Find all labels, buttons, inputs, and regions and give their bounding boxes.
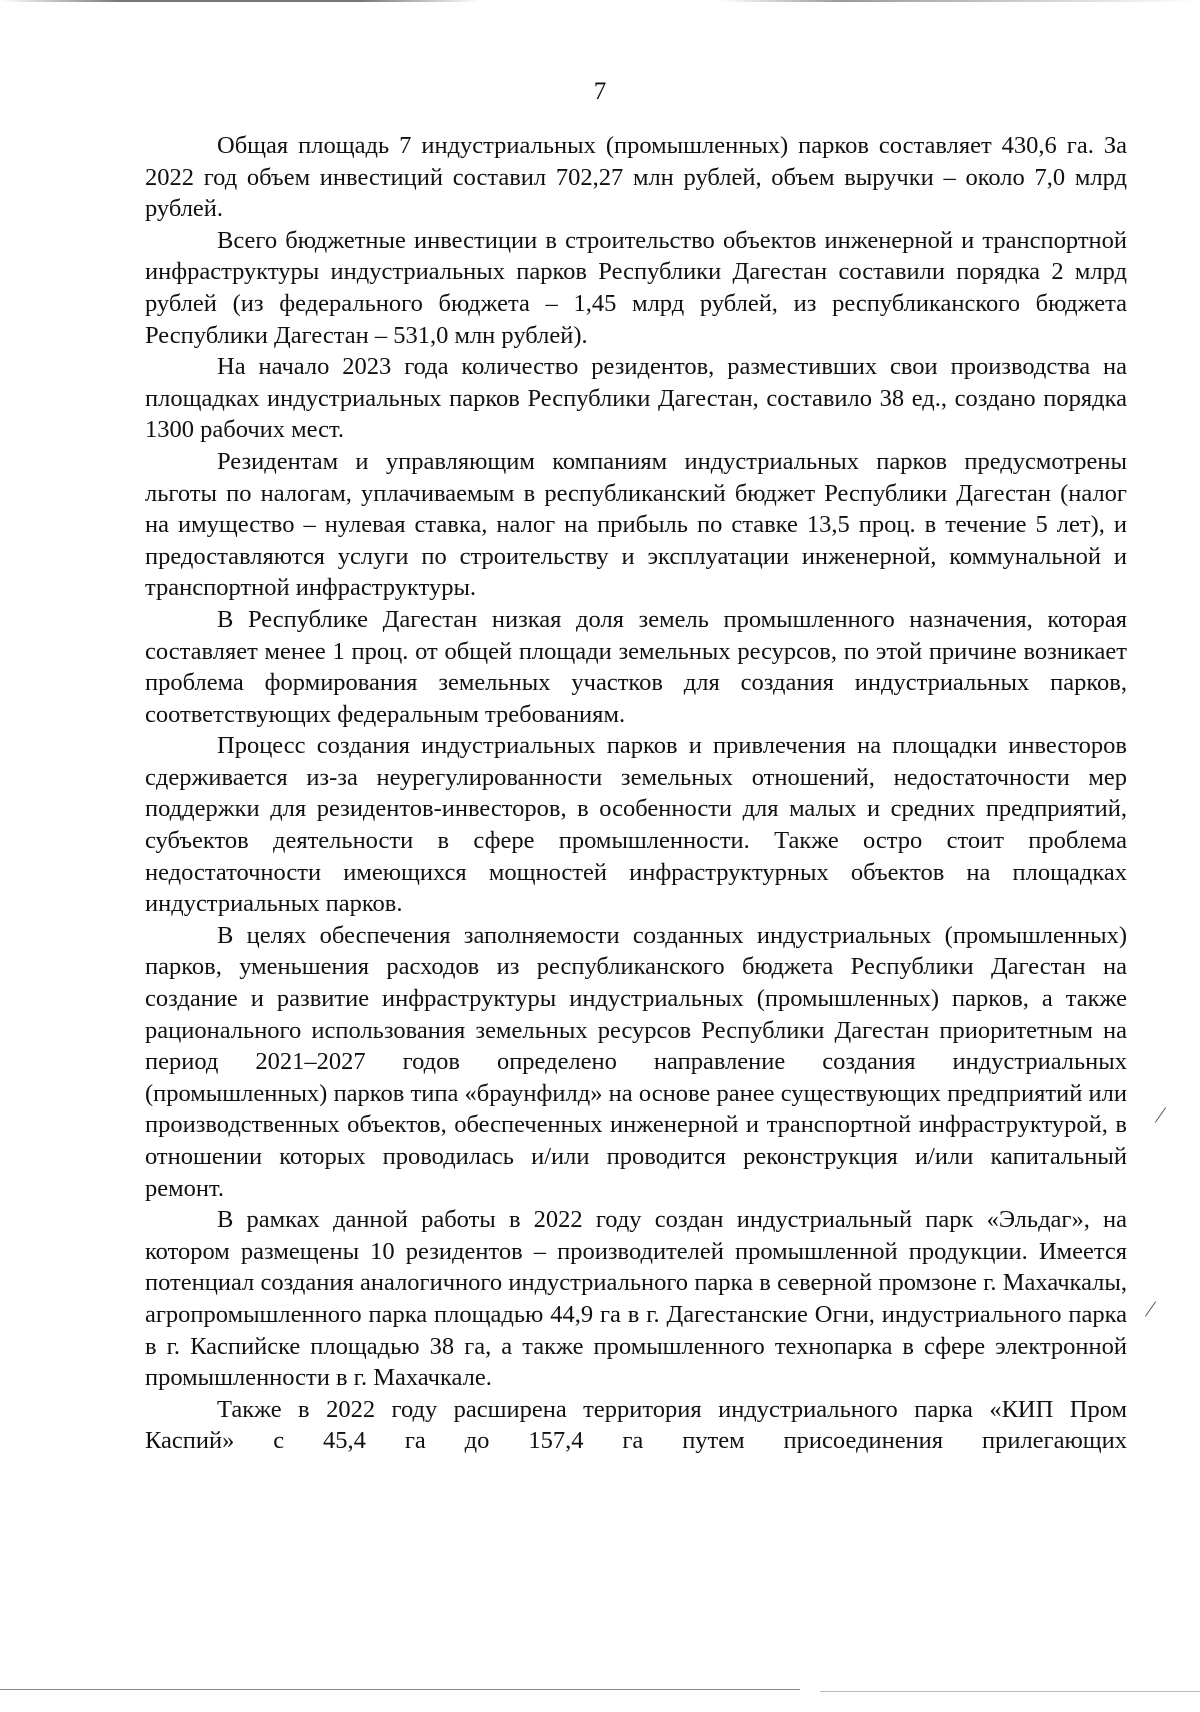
page-number: 7 — [593, 78, 607, 105]
paragraph: На начало 2023 года количество резидентов, разместивших свои производства на площадках индустриальных парков Республики Дагестан, составило 38 ед., создано порядка 1300 рабочих мест. — [145, 353, 1127, 444]
scan-artifact-mark — [1155, 1107, 1166, 1122]
paragraph: В рамках данной работы в 2022 году создан индустриальный парк «Эльдаг», на котором размещены 10 резидентов – производителей промышленной продукции. Имеется потенциал создания аналогичного индустриального парка в северной промзоне г. Махачкалы, агропромышленного парка площадью 44,9 га в г. Дагестанские Огни, индустриального парка в г. Каспийске площадью 38 га, а также промышленного технопарка в сфере электронной промышленности в г. Махачкале. — [145, 1206, 1127, 1392]
paragraph-continued: Также в 2022 году расширена территория индустриального парка «КИП Пром Каспий» с 45,4 га до 157,4 га путем присоединения прилегающих — [145, 1395, 1127, 1455]
paragraph: Процесс создания индустриальных парков и привлечения на площадки инвесторов сдерживается из-за неурегулированности земельных отношений, недостаточности мер поддержки для резидентов-инвесторов, в особенности для малых и средних предприятий, субъектов деятельности в сфере промышленности. Также остро стоит проблема недостаточности имеющихся мощностей инфраструктурных объектов на площадках индустриальных парков. — [145, 732, 1127, 918]
scan-edge-bottom — [820, 1691, 1200, 1692]
paragraph: Общая площадь 7 индустриальных (промышленных) парков составляет 430,6 га. За 2022 год объем инвестиций составил 702,27 млн рублей, объем выручки – около 7,0 млрд рублей. — [145, 132, 1127, 223]
paragraph: В целях обеспечения заполняемости созданных индустриальных (промышленных) парков, уменьшения расходов из республиканского бюджета Республики Дагестан на создание и развитие инфраструктуры индустриальных (промышленных) парков, а также рационального использования земельных ресурсов Республики Дагестан приоритетным на период 2021–2027 годов определено направление создания индустриальных (промышленных) парков типа «браунфилд» на основе ранее существующих предприятий или производственных объектов, обеспеченных инженерной и транспортной инфраструктурой, в отношении которых проводилась и/или проводится реконструкция и/или капитальный ремонт. — [145, 921, 1127, 1202]
paragraph: Резидентам и управляющим компаниям индустриальных парков предусмотрены льготы по налогам, уплачиваемым в республиканский бюджет Республики Дагестан (налог на имущество – нулевая ставка, налог на прибыль по ставке 13,5 проц. в течение 5 лет), и предоставляются услуги по строительству и эксплуатации инженерной, коммунальной и транспортной инфраструктуры. — [145, 447, 1127, 602]
scan-artifact-mark — [1145, 1301, 1156, 1316]
paragraph: Всего бюджетные инвестиции в строительство объектов инженерной и транспортной инфраструктуры индустриальных парков Республики Дагестан составили порядка 2 млрд рублей (из федерального бюджета – 1,45 млрд рублей, из республиканского бюджета Республики Дагестан – 531,0 млн рублей). — [145, 226, 1127, 349]
scan-edge-bottom — [0, 1689, 800, 1690]
document-body — [145, 130, 1127, 1457]
paragraph: В Республике Дагестан низкая доля земель промышленного назначения, которая составляет менее 1 проц. от общей площади земельных ресурсов, по этой причине возникает проблема формирования земельных участков для создания индустриальных парков, соответствующих федеральным требованиям. — [145, 605, 1127, 728]
scan-edge-top — [0, 0, 1200, 2]
